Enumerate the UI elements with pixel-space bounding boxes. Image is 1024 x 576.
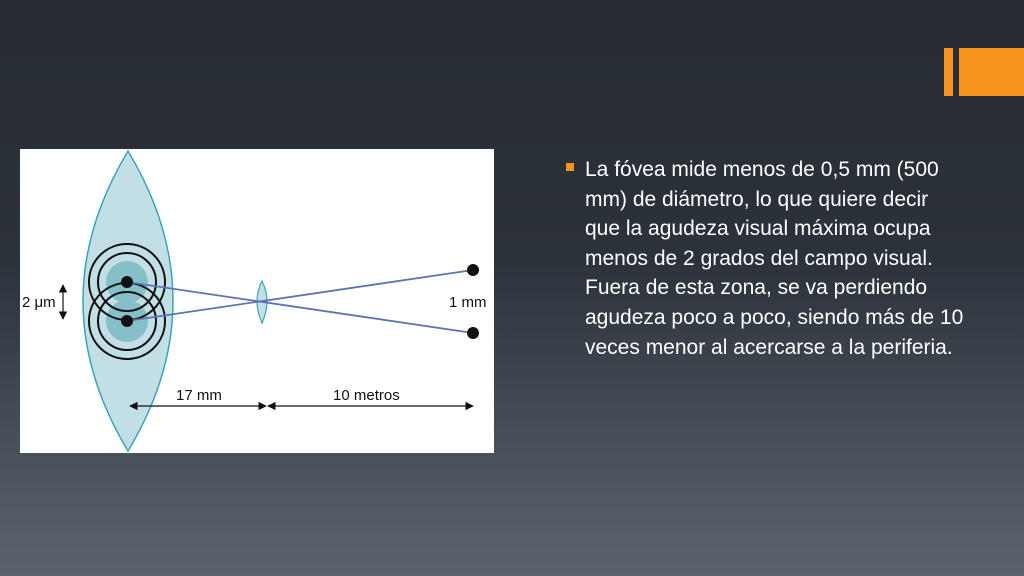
- receptor-spacing-label: 2 μm: [22, 294, 56, 311]
- bullet-item: [566, 155, 966, 362]
- receptor-point-top: [121, 276, 133, 288]
- eye-resolution-diagram: [20, 149, 494, 453]
- accent-bar-thin: [944, 48, 953, 96]
- accent-bar-wide: [959, 48, 1024, 96]
- receptor-point-bottom: [121, 315, 133, 327]
- object-spacing-label: 1 mm: [449, 294, 487, 311]
- ray-upper-receptor: [127, 282, 473, 333]
- bullet-text: La fóvea mide menos de 0,5 mm (500 mm) de diámetro, lo que quiere decir que la agudeza visual máxima ocupa menos de 2 grados del campo visual. Fuera de esta zona, se va perdiendo agudeza poco a poco, siendo más de 10 veces menor al acercarse a la periferia.: [585, 158, 964, 359]
- object-distance-label: 10 metros: [333, 387, 400, 404]
- object-point-top: [467, 264, 479, 276]
- object-point-bottom: [467, 327, 479, 339]
- eye-depth-label: 17 mm: [176, 387, 222, 404]
- square-bullet-icon: [566, 163, 574, 171]
- diagram-svg: [20, 149, 494, 453]
- ray-lower-receptor: [127, 270, 473, 321]
